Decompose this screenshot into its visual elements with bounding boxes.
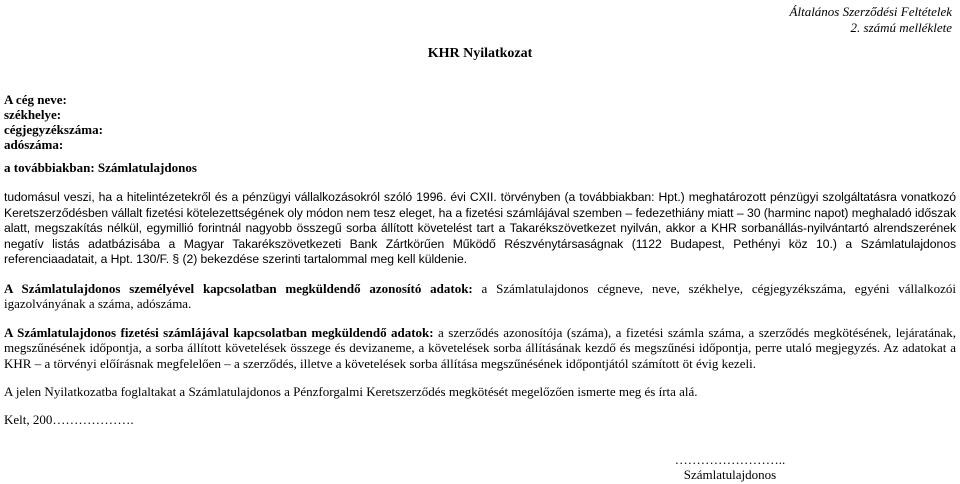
header-line-annex: 2. számú melléklete	[850, 20, 952, 35]
paragraph-account-text: a szerződés azonosítója (száma), a fizetési számla száma, a szerződés megkötésének, lejáratának, megszűnésének időpontja, a sorba állított követelések összege és devizaneme, a követelések sorba állításának kezdő és megszűnési időpontja, perre utaló megjegyzés. Az adatokat a KHR – a törvényi előírásnak megfelelően – a szerződés, illetve a követelések sorba állítása megszűnésének időpontjától számított öt évig kezeli.	[4, 324, 956, 371]
company-taxno-label: adószáma:	[4, 137, 64, 152]
company-name-label: A cég neve:	[4, 92, 67, 107]
signature-label: Számlatulajdonos	[683, 467, 777, 482]
company-regno-label: cégjegyzékszáma:	[4, 122, 103, 137]
paragraph-account-data	[4, 325, 956, 372]
paragraph-identity-lead: A Számlatulajdonos személyével kapcsolatban megküldendő azonosító adatok:	[4, 280, 473, 296]
paragraph-acknowledgement: tudomásul veszi, ha a hitelintézetekről és a pénzügyi vállalkozásokról szóló 1996. évi CXII. törvényben (a továbbiakban: Hpt.) meghatározott pénzügyi szolgáltatásra vonatkozó Keretszerződésben vállalt fizetési kötelezettségének oly módon nem tesz eleget, ha a fizetési számlájával szemben – fedezethiány miatt – 30 (harminc napot) meghaladó időszak alatt, megszakítás nélkül, egymillió forintnál nagyobb összegű sorba állított követelést tart a Takarékszövetkezet nyilván, akkor a KHR sorbanállás-nyilvántartó alrendszerének negatív listás adatbázisába a Magyar Takarékszövetkezeti Bank Zártkörűen Működő Részvénytársaságnak (1122 Budapest, Pethényi köz 10.) a Számlatulajdonos referenciaadatait, a Hpt. 130/F. § (2) bekezdése szerinti tartalommal meg kell küldenie.	[4, 190, 956, 266]
spacer	[4, 152, 197, 160]
paragraph-identity-text: a Számlatulajdonos cégneve, neve, székhelye, cégjegyzékszáma, egyéni vállalkozói igazolványának a száma, adószáma.	[4, 280, 956, 311]
signature-block	[668, 452, 792, 482]
signature-dots: ……………………..	[674, 452, 786, 467]
declaration-body	[4, 190, 956, 413]
document-header	[790, 4, 952, 36]
company-hereinafter: a továbbiakban: Számlatulajdonos	[4, 160, 197, 175]
header-line-terms: Általános Szerződési Feltételek	[789, 4, 952, 19]
paragraph-account-lead: A Számlatulajdonos fizetési számlájával kapcsolatban megküldendő adatok:	[4, 324, 434, 340]
page-title: KHR Nyilatkozat	[427, 46, 533, 61]
date-line: Kelt, 200……………….	[4, 412, 134, 427]
company-details	[4, 92, 197, 175]
company-seat-label: székhelye:	[4, 107, 62, 122]
paragraph-acceptance: A jelen Nyilatkozatba foglaltakat a Számlatulajdonos a Pénzforgalmi Keretszerződés megkötését megelőzően ismerte meg és írta alá.	[4, 384, 698, 399]
paragraph-identity-data	[4, 281, 956, 312]
